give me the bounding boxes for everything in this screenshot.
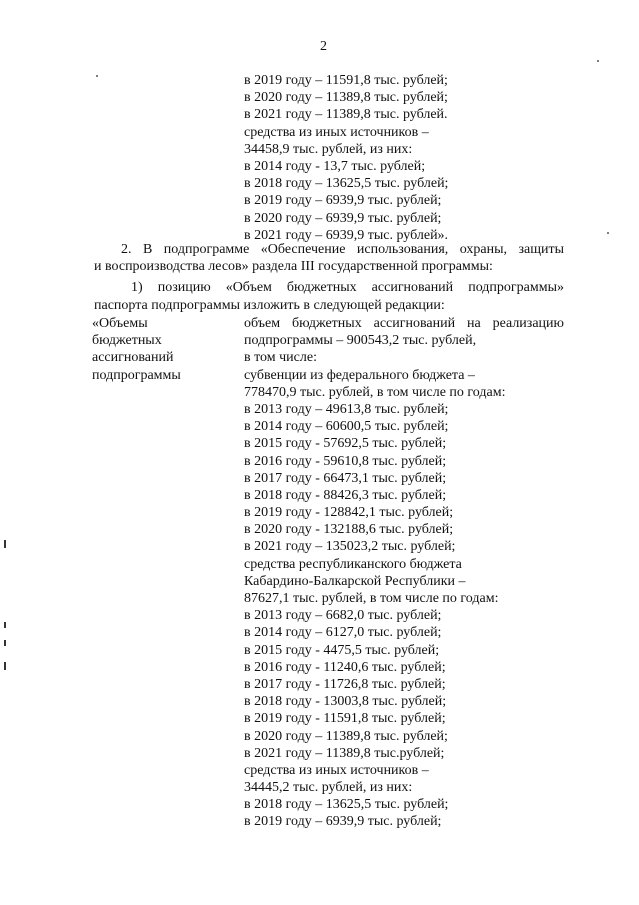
passport-funding-text	[244, 315, 564, 831]
passport-line: в 2021 году – 11389,8 тыс.рублей;	[244, 745, 445, 761]
list-line: в 2021 году – 6939,9 тыс. рублей».	[244, 227, 449, 243]
passport-line: 34445,2 тыс. рублей, из них:	[244, 780, 413, 796]
passport-line: в 2019 году – 6939,9 тыс. рублей;	[244, 814, 442, 830]
passport-line: в 2018 году – 13625,5 тыс. рублей;	[244, 797, 449, 813]
paragraph-3-line-2: паспорта подпрограммы изложить в следующей редакции:	[94, 298, 445, 313]
passport-position-label	[92, 315, 232, 384]
passport-line: в 2013 году – 49613,8 тыс. рублей;	[244, 401, 449, 417]
passport-line: в 2015 году - 4475,5 тыс. рублей;	[244, 642, 440, 658]
passport-line: средства из иных источников –	[244, 762, 429, 778]
list-line: в 2019 году – 11591,8 тыс. рублей;	[244, 73, 448, 88]
list-line: средства из иных источников –	[244, 124, 429, 140]
passport-line: в 2018 году - 88426,3 тыс. рублей;	[244, 487, 447, 503]
passport-line: в том числе:	[244, 350, 317, 366]
scan-mark	[4, 540, 6, 548]
list-line: в 2020 году – 11389,8 тыс. рублей;	[244, 90, 448, 106]
passport-line: 87627,1 тыс. рублей, в том числе по годам:	[244, 591, 499, 606]
list-line: в 2020 году – 6939,9 тыс. рублей;	[244, 210, 442, 226]
list-line: 34458,9 тыс. рублей, из них:	[244, 141, 413, 157]
passport-line: в 2020 году - 132188,6 тыс. рублей;	[244, 522, 454, 538]
passport-line: в 2014 году – 60600,5 тыс. рублей;	[244, 419, 449, 435]
passport-line: 778470,9 тыс. рублей, в том числе по годам:	[244, 384, 506, 400]
list-line: в 2018 году – 13625,5 тыс. рублей;	[244, 176, 449, 192]
passport-line: в 2019 году - 11591,8 тыс. рублей;	[244, 711, 446, 727]
passport-line: в 2015 году - 57692,5 тыс. рублей;	[244, 436, 447, 452]
funding-list-continued	[244, 72, 564, 244]
passport-line: в 2018 году - 13003,8 тыс. рублей;	[244, 694, 447, 710]
scan-dot	[597, 60, 599, 62]
passport-line: в 2013 году – 6682,0 тыс. рублей;	[244, 608, 442, 624]
label-line: подпрограммы	[92, 367, 181, 383]
scan-dot	[96, 75, 98, 77]
page-number: 2	[320, 39, 327, 54]
passport-line: подпрограммы – 900543,2 тыс. рублей,	[244, 333, 477, 349]
passport-line: в 2017 году - 66473,1 тыс. рублей;	[244, 470, 447, 486]
scan-mark	[4, 640, 6, 646]
label-line: ассигнований	[92, 350, 174, 366]
list-line: в 2019 году – 6939,9 тыс. рублей;	[244, 193, 442, 209]
passport-line: Кабардино-Балкарской Республики –	[244, 573, 466, 589]
passport-line: средства республиканского бюджета	[244, 556, 462, 572]
list-line: в 2014 году - 13,7 тыс. рублей;	[244, 158, 426, 174]
scan-mark	[4, 662, 6, 670]
passport-line: в 2014 году – 6127,0 тыс. рублей;	[244, 625, 442, 641]
passport-first-line: объем бюджетных ассигнований на реализацию	[244, 316, 564, 331]
label-line: «Объемы	[92, 316, 148, 331]
label-line: бюджетных	[92, 333, 162, 349]
passport-line: в 2016 году - 11240,6 тыс. рублей;	[244, 659, 446, 675]
passport-line: в 2019 году - 128842,1 тыс. рублей;	[244, 505, 454, 521]
paragraph-3-line-1: 1) позицию «Объем бюджетных ассигнований подпрограммы»	[131, 280, 564, 295]
passport-line: в 2017 году - 11726,8 тыс. рублей;	[244, 676, 446, 692]
paragraph-2-line-1: 2. В подпрограмме «Обеспечение использования, охраны, защиты	[121, 242, 564, 257]
scan-dot	[607, 232, 609, 234]
passport-line: в 2016 году - 59610,8 тыс. рублей;	[244, 453, 447, 469]
paragraph-2-line-2: и воспроизводства лесов» раздела III государственной программы:	[94, 259, 493, 274]
passport-line: субвенции из федерального бюджета –	[244, 367, 475, 383]
passport-line: в 2020 году – 11389,8 тыс. рублей;	[244, 728, 448, 744]
scan-mark	[4, 622, 6, 628]
passport-line: в 2021 году – 135023,2 тыс. рублей;	[244, 539, 456, 555]
list-line: в 2021 году – 11389,8 тыс. рублей.	[244, 107, 448, 123]
